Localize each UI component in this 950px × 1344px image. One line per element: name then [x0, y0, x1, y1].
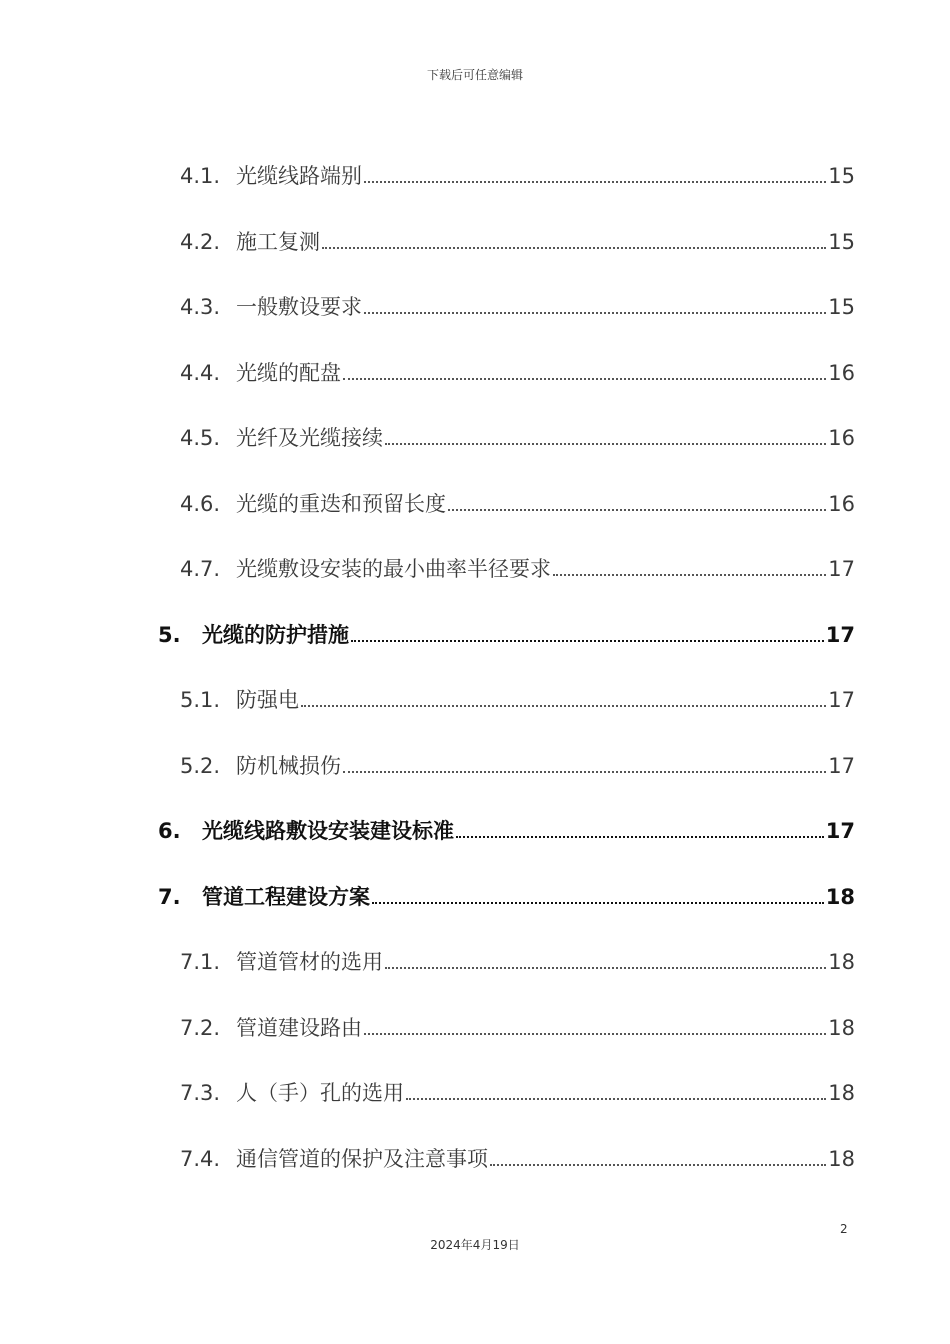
page-number: 2 — [840, 1222, 848, 1236]
toc-dot-leader — [385, 966, 826, 969]
toc-entry-page: 18 — [828, 1015, 855, 1040]
toc-dot-leader — [364, 180, 826, 183]
toc-entry-number: 4.5. — [180, 426, 221, 450]
header-note: 下载后可任意编辑 — [426, 68, 523, 82]
toc-dot-leader — [364, 1032, 826, 1035]
toc-entry-title: 光缆的配盘 — [236, 360, 341, 385]
toc-entry[interactable] — [158, 805, 855, 845]
toc-entry-number: 4.4. — [180, 360, 221, 385]
toc-dot-leader — [448, 508, 826, 511]
toc-dot-leader — [322, 246, 826, 249]
toc-entry[interactable] — [158, 871, 855, 911]
toc-entry-title: 光缆线路端别 — [236, 164, 362, 188]
toc-entry-page: 17 — [825, 819, 855, 843]
toc-dot-leader — [385, 442, 826, 445]
toc-dot-leader — [364, 311, 826, 314]
toc-entry-number: 4.7. — [180, 557, 221, 581]
toc-entry-number: 6. — [158, 819, 181, 843]
toc-entry-number: 4.6. — [180, 491, 221, 516]
toc-entry-title: 光缆的防护措施 — [202, 622, 349, 647]
toc-entry[interactable] — [180, 478, 855, 518]
toc-dot-leader — [490, 1163, 826, 1166]
toc-entry[interactable] — [180, 1002, 855, 1042]
toc-entry-number: 5.2. — [180, 753, 221, 778]
toc-entry-title: 防机械损伤 — [236, 753, 341, 778]
toc-entry[interactable] — [180, 1133, 855, 1173]
toc-entry-page: 18 — [828, 1081, 855, 1105]
toc-entry[interactable] — [158, 609, 855, 649]
toc-entry-page: 18 — [828, 1146, 855, 1171]
toc-entry-number: 4.3. — [180, 295, 221, 319]
toc-entry-page: 16 — [828, 491, 855, 516]
toc-entry-number: 7.2. — [180, 1015, 221, 1040]
toc-entry-number: 5.1. — [180, 688, 221, 712]
toc-entry-title: 管道管材的选用 — [236, 950, 383, 974]
toc-dot-leader — [351, 639, 824, 642]
toc-entry-page: 17 — [828, 688, 855, 712]
toc-entry[interactable] — [180, 543, 855, 583]
toc-entry[interactable] — [180, 936, 855, 976]
toc-dot-leader — [456, 835, 824, 838]
toc-entry-title: 光纤及光缆接续 — [236, 426, 383, 450]
toc-entry-page: 16 — [828, 426, 855, 450]
toc-entry[interactable] — [180, 347, 855, 387]
toc-dot-leader — [343, 770, 826, 773]
toc-entry-number: 4.1. — [180, 164, 221, 188]
toc-entry-number: 4.2. — [180, 229, 221, 254]
toc-entry-title: 光缆敷设安装的最小曲率半径要求 — [236, 557, 551, 581]
toc-entry-page: 17 — [828, 753, 855, 778]
toc-entry[interactable] — [180, 1067, 855, 1107]
toc-entry-title: 施工复测 — [236, 229, 320, 254]
toc-dot-leader — [553, 573, 826, 576]
toc-entry-page: 16 — [828, 360, 855, 385]
toc-entry-number: 7.4. — [180, 1146, 221, 1171]
toc-entry[interactable] — [180, 281, 855, 321]
toc-entry-title: 光缆的重迭和预留长度 — [236, 491, 446, 516]
toc-entry-number: 7.1. — [180, 950, 221, 974]
toc-entry-page: 15 — [828, 295, 855, 319]
toc-entry-title: 一般敷设要求 — [236, 295, 362, 319]
toc-dot-leader — [343, 377, 826, 380]
toc-entry-page: 15 — [828, 164, 855, 188]
toc-entry-number: 7.3. — [180, 1081, 221, 1105]
toc-entry-page: 18 — [825, 884, 855, 909]
toc-entry-page: 17 — [825, 622, 855, 647]
toc-entry-title: 光缆线路敷设安装建设标准 — [202, 819, 454, 843]
toc-entry[interactable] — [180, 150, 855, 190]
toc-entry-number: 7. — [158, 884, 181, 909]
toc-entry-title: 通信管道的保护及注意事项 — [236, 1146, 488, 1171]
toc-entry-page: 17 — [828, 557, 855, 581]
toc-dot-leader — [406, 1097, 826, 1100]
toc-entry-page: 15 — [828, 229, 855, 254]
toc-entry-title: 管道建设路由 — [236, 1015, 362, 1040]
toc-entry[interactable] — [180, 412, 855, 452]
toc-entry-title: 防强电 — [236, 688, 299, 712]
toc-entry-number: 5. — [158, 622, 181, 647]
toc-entry[interactable] — [180, 216, 855, 256]
toc-entry[interactable] — [180, 740, 855, 780]
footer-date: 2024年4月19日 — [430, 1238, 520, 1252]
toc-entry-title: 管道工程建设方案 — [202, 884, 370, 909]
toc-entry-title: 人（手）孔的选用 — [236, 1081, 404, 1105]
toc-dot-leader — [372, 901, 824, 904]
toc-entry-page: 18 — [828, 950, 855, 974]
toc-entry[interactable] — [180, 674, 855, 714]
toc-dot-leader — [301, 704, 826, 707]
